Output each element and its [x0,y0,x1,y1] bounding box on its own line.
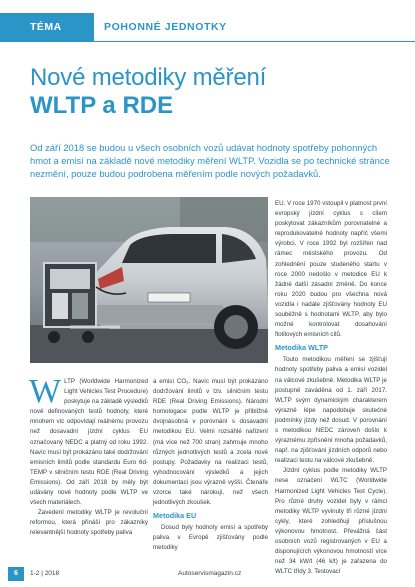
car-illustration [30,197,268,363]
paragraph: Zavedení metodiky WLTP je revoluční reformou, která přináší pro zákazníky relevantnější hodnoty spotřeby paliva [30,509,148,537]
lead-paragraph: Od září 2018 se budou u všech osobních vozů udávat hodnoty spotřeby pohonných hmot a emisí na základě nové metodiky měření WLTP. Vozidla se po technické stránce nezmění, pouze budou podrobena měřením podle nových požadavků. [30,142,390,179]
car-test-photo [30,197,268,363]
headline-line-2: WLTP a RDE [30,92,174,119]
section-tag: TÉMA [0,13,94,42]
paragraph: Jízdní cyklus podle metodiky WLTP nese označení WLTC (Worldwide Harmonized Light Vehicles Test Cycle). Pro různé druhy vozidel byly v rámci metodiky WLTP vyvinuty tři různé jízdní cykly, které zohledňují příslušnou výkonovou hmotnost. Převážná část osobních vozů registrovaných v EU a disponujících výkonovou hmotností více než 34 kW/t (46 k/t) je zařazena do WLTC třídy 3. Testovací [275,467,387,576]
site-url[interactable]: Autoservismagazin.cz [178,570,242,577]
section-subtitle: POHONNÉ JEDNOTKY [104,21,227,33]
drop-cap: W [29,373,62,410]
article-column-2 [153,377,268,554]
paragraph: EU. V roce 1970 vstoupil v platnost první evropský jízdní cyklus s cílem poskytovat zákazníkům porovnatelné a reprodukovatelné hodnoty napříč všemi výrobci. V roce 1992 byl rozšířen nad rámec městského provozu. Od zohlednění pouze studeného startu v roce 2000 nedošlo v metodice EU k žádné další zásadní změně. Do konce roku 2020 budou pro všechna nová vozidla i nadále zjišťovány hodnoty EU souběžně s hodnotami WLTP, aby bylo možné kontrolovat dosahování flotilových emisních cílů. [275,200,387,339]
subheading-eu: Metodika EU [153,511,197,521]
header-rule [94,41,415,42]
article-column-3 [275,199,387,577]
paragraph: a emisí CO₂. Navíc musí být prokázáno dodržování limitů v tzv. silničním testu RDE (Real Driving Emissions). Národní homologace podle WLTP je přibližně dvojnásobná v porovnání s dosavadní metodikou EU. Velmi rozsáhlé nařízení (má více než 700 stran) zahrnuje mnoho různých jednotlivých testů a zcela nové postupy. Požadavky na realizaci testů, vyhodnocování výsledků a jejich dokumentaci jsou výrazně vyšší. Čtenáře vzorce také nárokují, než všech jednotlivých zkoušek. [153,378,268,507]
paragraph: Touto metodikou měření se zjišťují hodnoty spotřeby paliva a emisí vozidel na válcové zkušebně. Metodika WLTP je postupně zaváděna od 1. září 2017. WLTP svým dynamickým charakterem výrazně lépe napodobuje skutečné podmínky jízdy než dosud. V porovnání s metodikou NEDC zároveň došlo k výraznému zpřísnění mnoha požadavků, např. na zjišťování jízdních odporů nebo realizaci testu na válcové zkušebně. [275,356,387,465]
headline-line-1: Nové metodiky měření [30,64,267,91]
page-number: 6 [8,567,24,581]
article-column-1 [29,373,148,539]
subheading-wltp: Metodika WLTP [275,343,328,353]
issue-label: 1-2 | 2018 [30,570,60,577]
paragraph: LTP (Worldwide Harmonized Light Vehicles Test Procedure) poskytuje na základě výsledků nově definovaných testů hodnoty, které mnohem víc odpovídají reálnému provozu než dosavadní jízdní cyklus EU označovaný NEDC a platný od roku 1992. Navíc musí být prokázáno také dodržování emisních limitů podle standardu Euro 6d-TEMP v silničním testu RDE (Real Driving Emissions). Od září 2018 by měly být udávány nové hodnoty podle WLTP ve všech materiálech. [30,378,148,507]
paragraph: Dosud byly hodnoty emisí a spotřeby paliva v Evropě zjišťovány podle metodiky [153,524,268,552]
